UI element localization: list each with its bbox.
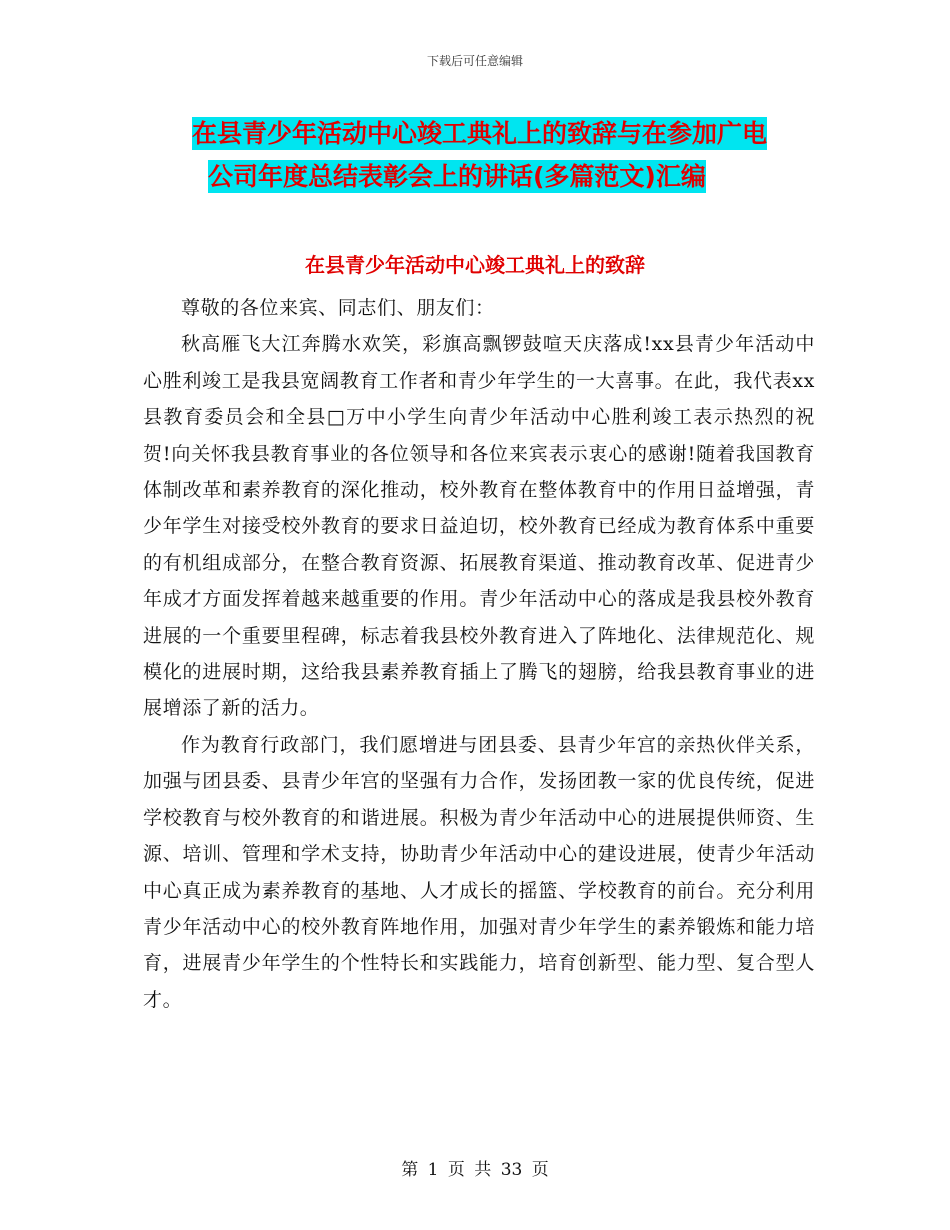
body-paragraph-1: 秋高雁飞大江奔腾水欢笑，彩旗高飘锣鼓喧天庆落成!xx县青少年活动中心胜利竣工是我县宽阔教育工作者和青少年学生的一大喜事。在此，我代表xx县教育委员会和全县□万中小学生向青少年活动中心胜利竣工表示热烈的祝贺!向关怀我县教育事业的各位领导和各位来宾表示衷心的感谢!随着我国教育体制改革和素养教育的深化推动，校外教育在整体教育中的作用日益增强，青少年学生对接受校外教育的要求日益迫切，校外教育已经成为教育体系中重要的有机组成部分，在整合教育资源、拓展教育渠道、推动教育改革、促进青少年成才方面发挥着越来越重要的作用。青少年活动中心的落成是我县校外教育进展的一个重要里程碑，标志着我县校外教育进入了阵地化、法律规范化、规模化的进展时期，这给我县素养教育插上了腾飞的翅膀，给我县教育事业的进展增添了新的活力。 xyxy=(143,333,815,720)
body-paragraph-2: 作为教育行政部门，我们愿增进与团县委、县青少年宫的亲热伙伴关系，加强与团县委、县青少年宫的坚强有力合作，发扬团教一家的优良传统，促进学校教育与校外教育的和谐进展。积极为青少年活动中心的进展提供师资、生源、培训、管理和学术支持，协助青少年活动中心的建设进展，使青少年活动中心真正成为素养教育的基地、人才成长的摇篮、学校教育的前台。充分利用青少年活动中心的校外教育阵地作用，加强对青少年学生的素养锻炼和能力培育，进展青少年学生的个性特长和实践能力，培育创新型、能力型、复合型人才。 xyxy=(143,733,815,1011)
document-body xyxy=(143,290,815,1018)
header-note: 下载后可任意编辑 xyxy=(426,54,523,68)
salutation-paragraph: 尊敬的各位来宾、同志们、朋友们： xyxy=(181,297,495,319)
document-title-line-2: 公司年度总结表彰会上的讲话(多篇范文)汇编 xyxy=(208,162,706,191)
document-title xyxy=(192,112,832,198)
document-title-line-1: 在县青少年活动中心竣工典礼上的致辞与在参加广电 xyxy=(192,119,768,148)
page-number-footer: 第 1 页 共 33 页 xyxy=(401,1160,549,1180)
section-title: 在县青少年活动中心竣工典礼上的致辞 xyxy=(305,253,645,277)
